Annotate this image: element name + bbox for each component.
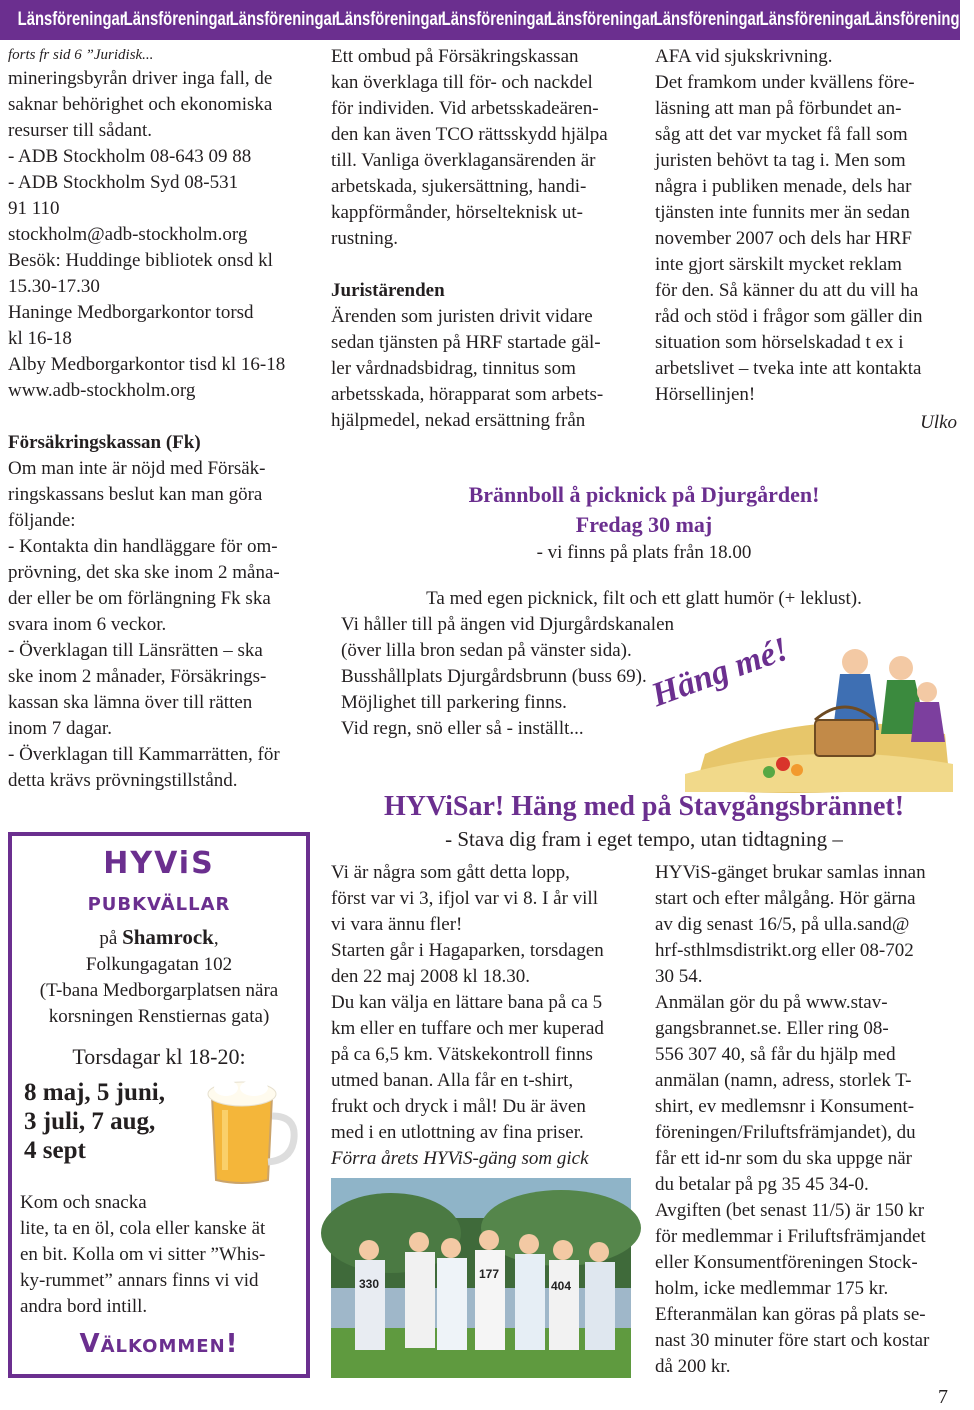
brannboll-line: Ta med egen picknick, filt och ett glatt humör (+ leklust).: [426, 588, 862, 609]
text-line: rustning.: [331, 228, 399, 249]
pub-title: HYViS: [103, 846, 215, 881]
group-photo-illustration: [331, 1178, 631, 1378]
adb-text: [8, 66, 312, 404]
header-label: Länsföreningar: [229, 9, 338, 30]
header-label: Länsföreningar: [547, 9, 656, 30]
text-line: - ADB Stockholm Syd 08-531: [8, 172, 239, 193]
text-line: för den. Så känner du att du vill ha: [655, 280, 919, 301]
brannboll-line: Vid regn, snö eller så - inställt...: [341, 718, 584, 739]
text-line: start och efter målgång. Hör gärna: [655, 888, 916, 909]
text-line: några i publiken menade, dels har: [655, 176, 912, 197]
text-line: råd och stöd i frågor som gäller din: [655, 306, 923, 327]
text-line: shirt, ev medlemsnr i Konsument-: [655, 1096, 915, 1117]
text-line: 91 110: [8, 198, 60, 219]
pub-evenings-box: [8, 832, 310, 1378]
text-line: föreningen/Friluftsfrämjandet), du: [655, 1122, 916, 1143]
text-line: ske inom 2 månader, Försäkrings-: [8, 666, 267, 687]
pub-time: Torsdagar kl 18-20:: [72, 1044, 246, 1069]
text-line: mineringsbyrån driver inga fall, de: [8, 68, 273, 89]
text-line: Besök: Huddinge bibliotek onsd kl: [8, 250, 273, 271]
text-line: på ca 6,5 km. Vätskekontroll finns: [331, 1044, 593, 1065]
text-line: nast 30 minuter före start och kostar: [655, 1330, 930, 1351]
text-line: situation som hörselskadad t ex i: [655, 332, 904, 353]
header-label: Länsföreningar: [865, 9, 974, 30]
text-line: - Överklagan till Kammarrätten, för: [8, 744, 280, 765]
text-line: km eller en tuffare och mer kuperad: [331, 1018, 604, 1039]
text-line: utmed banan. Alla får en t-shirt,: [331, 1070, 574, 1091]
header-label: Länsföreningar: [653, 9, 762, 30]
text-line: inte gjort särskilt mycket reklam: [655, 254, 902, 275]
brannboll-sub: - vi finns på plats från 18.00: [536, 542, 752, 563]
text-line: tjänsten inte funnits mer än sedan: [655, 202, 910, 223]
text-line: Hörsellinjen!: [655, 384, 756, 405]
hyvisar-title: HYViSar! Häng med på Stavgångsbrännet!: [383, 791, 905, 822]
text-line: saknar behörighet och ekonomiska: [8, 94, 273, 115]
header-label: Länsföreningar: [17, 9, 126, 30]
brannboll-line: Busshållplats Djurgårdsbrunn (buss 69).: [341, 666, 647, 687]
text-line: stockholm@adb-stockholm.org: [8, 224, 248, 245]
bib-number: 177: [479, 1267, 500, 1281]
text-line: ler vårdnadsbidrag, tinnitus som: [331, 358, 576, 379]
header-label: Länsföreningar: [123, 9, 232, 30]
brannboll-date: Fredag 30 maj: [575, 512, 713, 537]
fk-text: [8, 456, 312, 794]
text-line: kappförmånder, hörselteknisk ut-: [331, 202, 583, 223]
brannboll-line: Vi håller till på ängen vid Djurgårdskanalen: [341, 614, 675, 635]
text-line: får ett id-nr som du ska uppge när: [655, 1148, 912, 1169]
signature: Ulko: [920, 412, 957, 433]
text-line: för medlemmar i Friluftsfrämjandet: [655, 1226, 926, 1247]
text-line: kassan ska lämna över till rätten: [8, 692, 253, 713]
text-line: Vi är några som gått detta lopp,: [331, 862, 570, 883]
text-line: då 200 kr.: [655, 1356, 731, 1377]
text-line: Anmälan gör du på www.stav-: [655, 992, 888, 1013]
text-line: 30 54.: [655, 966, 703, 987]
text-line: du betalar på pg 35 45 34-0.: [655, 1174, 869, 1195]
text-line: Du kan välja en lättare bana på ca 5: [331, 992, 603, 1013]
text-line: en bit. Kolla om vi sitter ”Whis-: [20, 1244, 266, 1265]
beer-mug-icon: [198, 1076, 298, 1188]
pub-dates: [24, 1078, 165, 1165]
header-label: Länsföreningar: [759, 9, 868, 30]
text-line: andra bord intill.: [20, 1296, 148, 1317]
venue-comma: ,: [213, 928, 219, 949]
text-line: först var vi 3, ifjol var vi 8. I år vill: [331, 888, 598, 909]
text-line: av dig senast 16/5, på ulla.sand@: [655, 914, 910, 935]
text-line: följande:: [8, 510, 76, 531]
text-line: Haninge Medborgarkontor torsd: [8, 302, 254, 323]
text-line: Det framkom under kvällens före-: [655, 72, 915, 93]
bib-number: 330: [359, 1277, 380, 1291]
text-line: ringskassans beslut kan man göra: [8, 484, 263, 505]
text-line: november 2007 och dels har HRF: [655, 228, 912, 249]
text-line: med i en utlottning av fina priser.: [331, 1122, 584, 1143]
venue-name: Shamrock: [122, 925, 214, 949]
hang-me-text: Häng mé!: [646, 630, 794, 715]
brannboll-line: Möjlighet till parkering finns.: [341, 692, 567, 713]
text-line: 15.30-17.30: [8, 276, 100, 297]
text-line: Starten går i Hagaparken, torsdagen: [331, 940, 604, 961]
brannboll-line: (över lilla bron sedan på vänster sida).: [341, 640, 632, 661]
text-line: arbetslivet – tveka inte att kontakta: [655, 358, 922, 379]
text-line: der eller be om förlängning Fk ska: [8, 588, 271, 609]
text-line: anmälan (namn, adress, storlek T-: [655, 1070, 912, 1091]
text-line: eller Konsumentföreningen Stock-: [655, 1252, 918, 1273]
text-line: läsning att man på förbundet an-: [655, 98, 902, 119]
pub-address: Folkungagatan 102: [85, 954, 233, 975]
pub-transit: korsningen Renstiernas gata): [48, 1006, 270, 1027]
hyvisar-left-column: [331, 860, 635, 1172]
text-line: arbetsskada, hörapparat som arbets-: [331, 384, 604, 405]
text-line: Avgiften (bet senast 11/5) är 150 kr: [655, 1200, 925, 1221]
jurist-heading: Juristärenden: [331, 280, 445, 301]
header-band: [0, 0, 974, 40]
text-line: resurser till sådant.: [8, 120, 153, 141]
pub-body: [20, 1190, 306, 1320]
header-label: Länsföreningar: [335, 9, 444, 30]
text-line: Efteranmälan kan göras på plats se-: [655, 1304, 926, 1325]
text-line: Om man inte är nöjd med Försäk-: [8, 458, 266, 479]
text-line: www.adb-stockholm.org: [8, 380, 196, 401]
text-line: lite, ta en öl, cola eller kanske ät: [20, 1218, 266, 1239]
text-line: inom 7 dagar.: [8, 718, 112, 739]
text-line: för individen. Vid arbetsskadeären-: [331, 98, 599, 119]
text-line: till. Vanliga överklagansärenden är: [331, 150, 596, 171]
page-number: 7: [938, 1386, 948, 1408]
text-line: kl 16-18: [8, 328, 72, 349]
text-line: frukt och dryck i mål! Du är även: [331, 1096, 586, 1117]
text-line: - ADB Stockholm 08-643 09 88: [8, 146, 252, 167]
text-line: gangsbrannet.se. Eller ring 08-: [655, 1018, 889, 1039]
text-line: prövning, det ska ske inom 2 måna-: [8, 562, 280, 583]
text-line: den kan även TCO rättsskydd hjälpa: [331, 124, 608, 145]
text-line: sedan tjänsten på HRF startade gäl-: [331, 332, 601, 353]
header-label: Länsföreningar: [441, 9, 550, 30]
brannboll-title: Brännboll å picknick på Djurgården!: [468, 482, 820, 507]
pub-venue: [12, 924, 306, 952]
text-line: såg att det var mycket få fall som: [655, 124, 908, 145]
pa-word: på: [99, 928, 118, 949]
group-photo: [331, 1178, 631, 1378]
hyvisar-subtitle: - Stava dig fram i eget tempo, utan tidtagning –: [445, 827, 843, 851]
text-line: Ärenden som juristen drivit vidare: [331, 306, 593, 327]
dates-line: 4 sept: [24, 1137, 86, 1164]
hyvisar-right-column: [655, 860, 957, 1380]
text-line: Alby Medborgarkontor tisd kl 16-18: [8, 354, 286, 375]
fk-heading: Försäkringskassan (Fk): [8, 432, 201, 453]
column-left: [8, 44, 312, 794]
text-line: 556 307 40, så får du hjälp med: [655, 1044, 896, 1065]
text-line: kan överklaga till för- och nackdel: [331, 72, 593, 93]
text-line: AFA vid sjukskrivning.: [655, 46, 833, 67]
dates-line: 8 maj, 5 juni,: [24, 1079, 165, 1106]
text-line: svara inom 6 veckor.: [8, 614, 167, 635]
pub-subtitle: pubkvällar: [87, 887, 231, 916]
bib-number: 404: [551, 1279, 572, 1293]
text-line: arbetskada, sjukersättning, handi-: [331, 176, 587, 197]
text-line: vi vara ännu fler!: [331, 914, 463, 935]
pub-transit: (T-bana Medborgarplatsen nära: [39, 980, 279, 1001]
text-line: den 22 maj 2008 kl 18.30.: [331, 966, 530, 987]
text-line: Kom och snacka: [20, 1192, 147, 1213]
continued-note: forts fr sid 6 ”Juridisk...: [8, 47, 154, 63]
text-line: hjälpmedel, nekad ersättning från: [331, 410, 586, 431]
dates-line: 3 juli, 7 aug,: [24, 1108, 156, 1135]
text-line: detta krävs prövningstillstånd.: [8, 770, 238, 791]
text-line: HYViS-gänget brukar samlas innan: [655, 862, 926, 883]
text-line: - Kontakta din handläggare för om-: [8, 536, 278, 557]
text-line: hrf-sthlmsdistrikt.org eller 08-702: [655, 940, 914, 961]
column-right: [655, 44, 957, 436]
welcome-text: Välkommen!: [79, 1329, 239, 1359]
column-middle: [331, 44, 635, 434]
text-line: juristen behövt ta tag i. Men som: [655, 150, 906, 171]
text-line: - Överklagan till Länsrätten – ska: [8, 640, 263, 661]
text-line: Ett ombud på Försäkringskassan: [331, 46, 579, 67]
text-line: holm, icke medlemmar 175 kr.: [655, 1278, 889, 1299]
photo-caption: Förra årets HYViS-gäng som gick: [331, 1148, 589, 1169]
text-line: ky-rummet” annars finns vi vid: [20, 1270, 259, 1291]
